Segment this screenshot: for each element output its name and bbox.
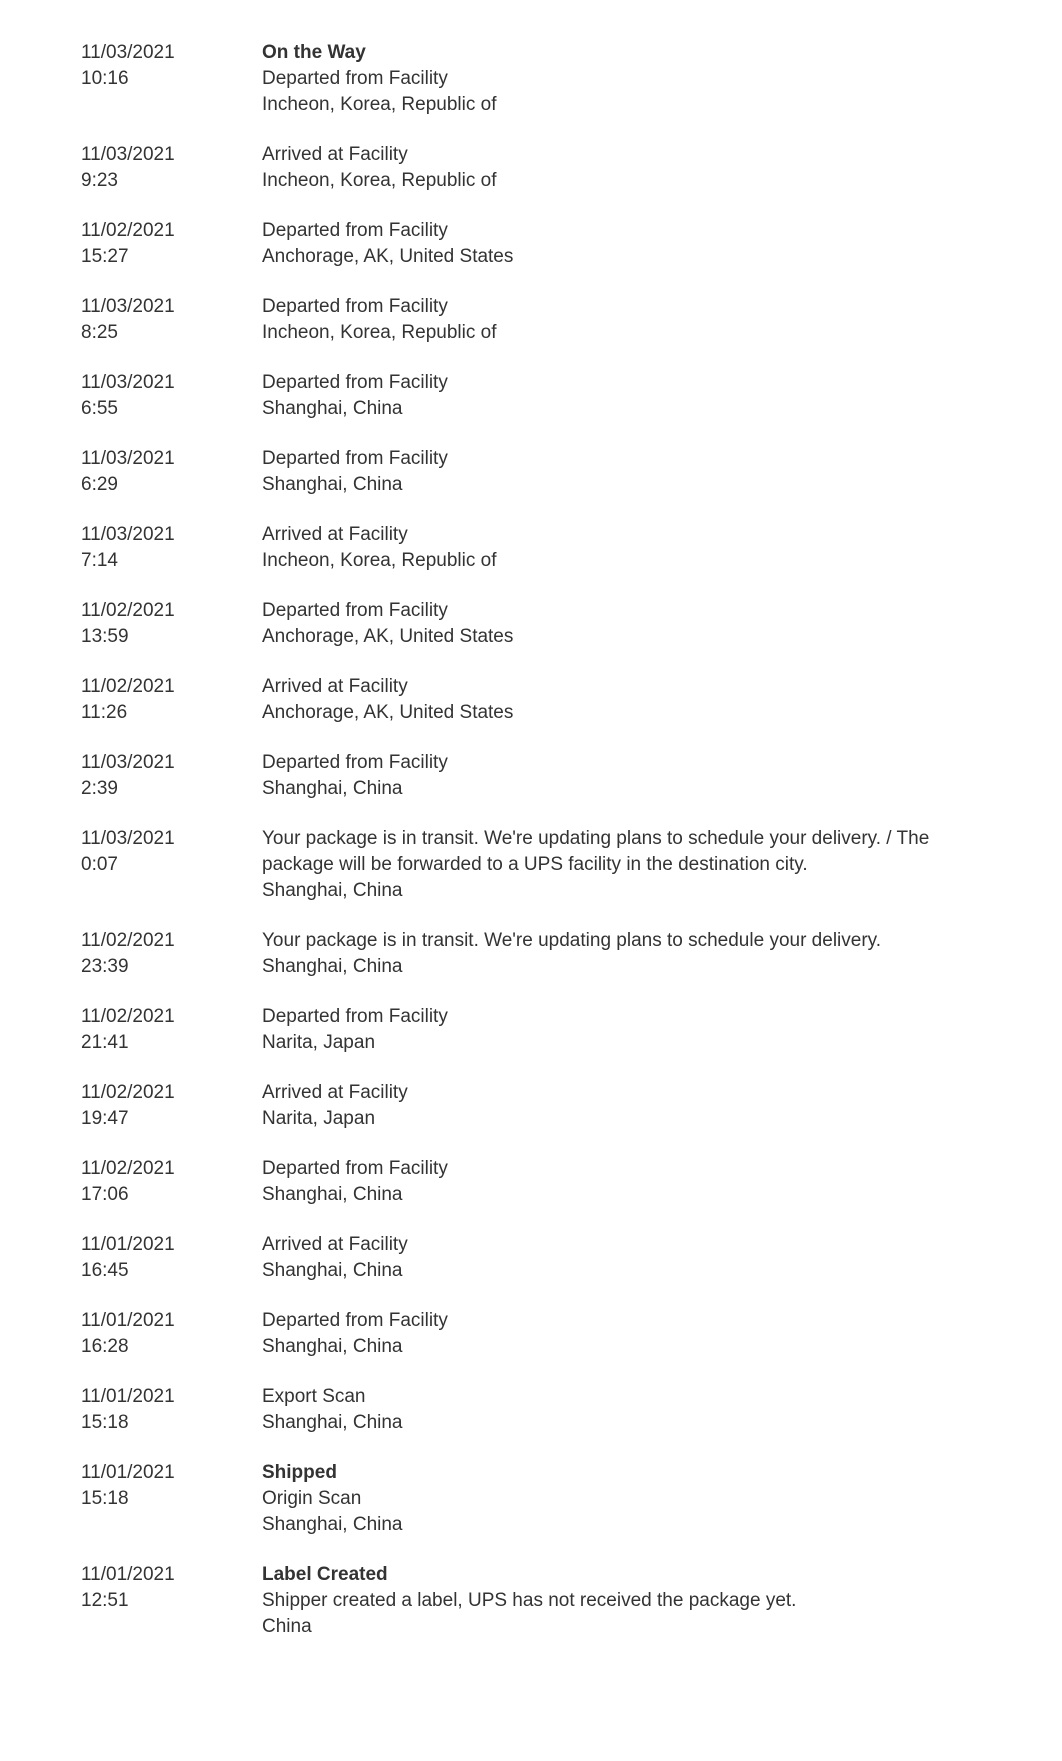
tracking-event-row: [0, 1384, 1062, 1436]
event-date: 11/03/2021: [81, 752, 175, 773]
event-location: Shanghai, China: [262, 1184, 403, 1205]
event-details: [262, 826, 962, 904]
event-datetime: [81, 1460, 262, 1538]
event-datetime: [81, 40, 262, 118]
event-datetime: [81, 1232, 262, 1284]
event-activity: Export Scan: [262, 1386, 366, 1407]
event-date: 11/03/2021: [81, 144, 175, 165]
event-details: [262, 446, 962, 498]
event-details: [262, 1384, 962, 1436]
event-time: 10:16: [81, 68, 129, 89]
event-details: [262, 674, 962, 726]
tracking-event-row: [0, 370, 1062, 422]
event-date: 11/02/2021: [81, 1082, 175, 1103]
event-date: 11/02/2021: [81, 930, 175, 951]
event-details: [262, 1004, 962, 1056]
event-details: [262, 294, 962, 346]
tracking-event-row: [0, 598, 1062, 650]
event-date: 11/02/2021: [81, 1158, 175, 1179]
event-time: 15:18: [81, 1412, 129, 1433]
event-activity: Arrived at Facility: [262, 144, 408, 165]
event-datetime: [81, 598, 262, 650]
event-activity: Departed from Facility: [262, 448, 448, 469]
event-date: 11/02/2021: [81, 600, 175, 621]
event-time: 9:23: [81, 170, 118, 191]
event-datetime: [81, 1308, 262, 1360]
event-time: 15:18: [81, 1488, 129, 1509]
tracking-event-row: [0, 674, 1062, 726]
event-details: [262, 598, 962, 650]
tracking-event-row: [0, 1308, 1062, 1360]
event-activity: Arrived at Facility: [262, 1082, 408, 1103]
tracking-event-row: [0, 750, 1062, 802]
event-datetime: [81, 674, 262, 726]
event-activity: Your package is in transit. We're updating plans to schedule your delivery.: [262, 930, 882, 951]
event-datetime: [81, 1156, 262, 1208]
event-time: 16:45: [81, 1260, 129, 1281]
event-location: Narita, Japan: [262, 1032, 376, 1053]
event-time: 19:47: [81, 1108, 129, 1129]
event-date: 11/01/2021: [81, 1462, 175, 1483]
event-time: 13:59: [81, 626, 129, 647]
event-location: Shanghai, China: [262, 956, 403, 977]
event-date: 11/02/2021: [81, 220, 175, 241]
event-date: 11/03/2021: [81, 296, 175, 317]
event-time: 12:51: [81, 1590, 129, 1611]
event-location: Shanghai, China: [262, 880, 403, 901]
tracking-event-row: [0, 1156, 1062, 1208]
event-location: Narita, Japan: [262, 1108, 376, 1129]
event-time: 7:14: [81, 550, 118, 571]
event-activity: Departed from Facility: [262, 1158, 448, 1179]
event-time: 23:39: [81, 956, 129, 977]
tracking-event-row: [0, 522, 1062, 574]
event-details: [262, 218, 962, 270]
tracking-event-row: [0, 1080, 1062, 1132]
event-datetime: [81, 1080, 262, 1132]
event-datetime: [81, 1562, 262, 1640]
event-time: 6:55: [81, 398, 118, 419]
event-date: 11/03/2021: [81, 448, 175, 469]
event-activity: Departed from Facility: [262, 1006, 448, 1027]
event-location: Shanghai, China: [262, 1260, 403, 1281]
event-activity: Shipper created a label, UPS has not received the package yet.: [262, 1590, 797, 1611]
event-date: 11/01/2021: [81, 1310, 175, 1331]
tracking-event-row: [0, 1460, 1062, 1538]
event-details: [262, 928, 962, 980]
event-datetime: [81, 294, 262, 346]
event-details: [262, 40, 962, 118]
event-location: China: [262, 1616, 312, 1637]
event-activity: Departed from Facility: [262, 372, 448, 393]
tracking-event-row: [0, 142, 1062, 194]
event-datetime: [81, 142, 262, 194]
event-time: 0:07: [81, 854, 118, 875]
tracking-event-row: [0, 40, 1062, 118]
event-datetime: [81, 826, 262, 904]
event-status: Label Created: [262, 1564, 388, 1585]
event-details: [262, 1232, 962, 1284]
event-time: 17:06: [81, 1184, 129, 1205]
event-date: 11/02/2021: [81, 676, 175, 697]
event-location: Shanghai, China: [262, 398, 403, 419]
event-location: Shanghai, China: [262, 1514, 403, 1535]
event-date: 11/03/2021: [81, 42, 175, 63]
event-datetime: [81, 370, 262, 422]
event-details: [262, 1460, 962, 1538]
event-datetime: [81, 750, 262, 802]
tracking-event-row: [0, 446, 1062, 498]
event-time: 15:27: [81, 246, 129, 267]
event-time: 16:28: [81, 1336, 129, 1357]
event-location: Shanghai, China: [262, 1412, 403, 1433]
event-time: 8:25: [81, 322, 118, 343]
event-details: [262, 1562, 962, 1640]
event-details: [262, 522, 962, 574]
event-details: [262, 750, 962, 802]
event-date: 11/01/2021: [81, 1564, 175, 1585]
event-time: 6:29: [81, 474, 118, 495]
event-activity: Departed from Facility: [262, 68, 448, 89]
event-date: 11/01/2021: [81, 1234, 175, 1255]
event-details: [262, 1080, 962, 1132]
event-date: 11/03/2021: [81, 372, 175, 393]
event-datetime: [81, 522, 262, 574]
event-location: Shanghai, China: [262, 1336, 403, 1357]
event-location: Shanghai, China: [262, 474, 403, 495]
event-location: Incheon, Korea, Republic of: [262, 550, 497, 571]
event-activity: Departed from Facility: [262, 220, 448, 241]
event-location: Shanghai, China: [262, 778, 403, 799]
event-details: [262, 142, 962, 194]
event-activity: Departed from Facility: [262, 752, 448, 773]
event-activity: Arrived at Facility: [262, 524, 408, 545]
event-details: [262, 370, 962, 422]
event-date: 11/03/2021: [81, 828, 175, 849]
event-date: 11/01/2021: [81, 1386, 175, 1407]
tracking-event-row: [0, 294, 1062, 346]
event-datetime: [81, 1004, 262, 1056]
event-date: 11/03/2021: [81, 524, 175, 545]
tracking-event-row: [0, 928, 1062, 980]
event-location: Anchorage, AK, United States: [262, 246, 514, 267]
event-location: Anchorage, AK, United States: [262, 626, 514, 647]
tracking-event-row: [0, 826, 1062, 904]
event-details: [262, 1156, 962, 1208]
event-location: Incheon, Korea, Republic of: [262, 94, 497, 115]
event-activity: Origin Scan: [262, 1488, 362, 1509]
event-location: Anchorage, AK, United States: [262, 702, 514, 723]
tracking-event-row: [0, 1004, 1062, 1056]
event-status: Shipped: [262, 1462, 337, 1483]
event-activity: Arrived at Facility: [262, 676, 408, 697]
event-status: On the Way: [262, 42, 366, 63]
event-datetime: [81, 446, 262, 498]
event-activity: Arrived at Facility: [262, 1234, 408, 1255]
event-activity: Departed from Facility: [262, 296, 448, 317]
event-date: 11/02/2021: [81, 1006, 175, 1027]
tracking-event-row: [0, 1232, 1062, 1284]
event-activity: Your package is in transit. We're updating plans to schedule your delivery. / The package will be forwarded to a UPS facility in the destination city.: [262, 828, 930, 875]
event-datetime: [81, 1384, 262, 1436]
event-location: Incheon, Korea, Republic of: [262, 322, 497, 343]
event-time: 21:41: [81, 1032, 129, 1053]
event-activity: Departed from Facility: [262, 1310, 448, 1331]
event-time: 11:26: [81, 702, 128, 723]
event-datetime: [81, 218, 262, 270]
tracking-event-row: [0, 218, 1062, 270]
event-location: Incheon, Korea, Republic of: [262, 170, 497, 191]
event-details: [262, 1308, 962, 1360]
tracking-event-row: [0, 1562, 1062, 1640]
event-time: 2:39: [81, 778, 118, 799]
event-datetime: [81, 928, 262, 980]
event-activity: Departed from Facility: [262, 600, 448, 621]
